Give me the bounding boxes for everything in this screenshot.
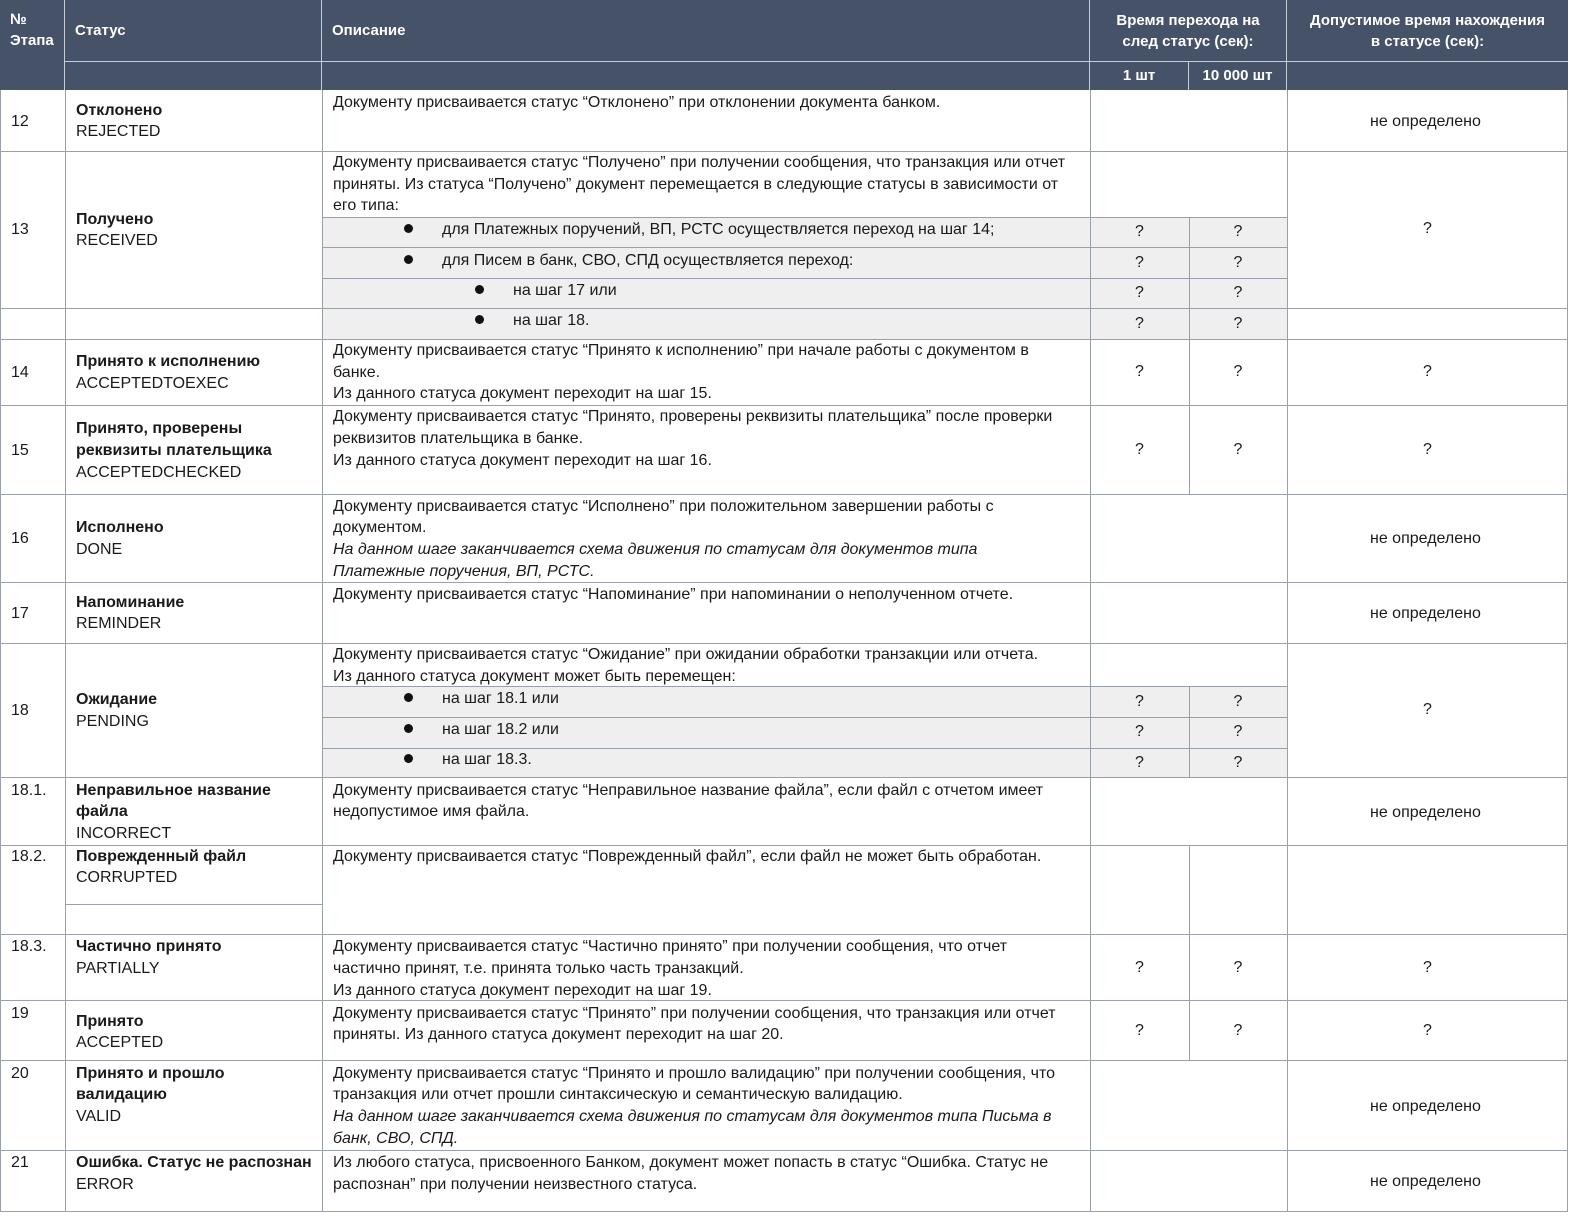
bullet-text: на шаг 18.3. [442,751,532,768]
description-line: транзакция или отчет прошли синтаксическую и семантическую валидацию. [333,1086,903,1103]
description-line: Документу присваивается статус “Принято” при получении сообщения, что транзакция или отчет [333,1005,1056,1022]
bullet-icon [404,255,413,264]
bullet-text: на шаг 18.2 или [442,721,559,738]
description-line: Из данного статуса документ переходит на шаг 16. [333,452,712,469]
stage-number: 14 [11,364,29,381]
status-name: Поврежденный файл [76,848,247,865]
description-note: банк, СВО, СПД. [333,1130,459,1147]
status-code: VALID [76,1108,122,1125]
transition-10000-value: ? [1233,284,1243,301]
header-sub-10000-label: 10 000 шт [1202,67,1273,84]
description-line: Из данного статуса документ может быть перемещен: [333,668,736,685]
description-line: Документу присваивается статус “Частично принято” при получении сообщения, что отчет [333,938,1008,955]
bullet-icon [404,693,413,702]
stage-number: 18.3. [11,938,47,955]
transition-1-value: ? [1135,723,1144,740]
description-line: Документу присваивается статус “Исполнено” при положительном завершении работы с [333,498,994,515]
description-line: Документу присваивается статус “Принято и прошло валидацию” при получении сообщения, что [333,1065,1055,1082]
transition-10000-value: ? [1233,254,1243,271]
transition-1-value: ? [1135,254,1144,271]
description-note: На данном шаге заканчивается схема движения по статусам для документов типа Письма в [333,1108,1052,1125]
allowed-time-value: ? [1423,1022,1432,1039]
allowed-time-value: ? [1423,441,1432,458]
stage-number: 19 [11,1005,29,1022]
status-code: DONE [76,541,123,558]
allowed-time-value: ? [1423,363,1432,380]
description-line: распознан” при получении неизвестного статуса. [333,1176,698,1193]
stage-number: 12 [11,113,29,130]
status-name: Частично принято [76,938,222,955]
allowed-time-value: не определено [1370,113,1481,130]
description-note: Платежные поручения, ВП, РСТС. [333,563,595,580]
description-line: приняты. Из данного статуса документ переходит на шаг 20. [333,1026,784,1043]
transition-1-value: ? [1135,441,1144,458]
transition-10000-value: ? [1233,754,1243,771]
transition-1-value: ? [1135,315,1144,332]
stage-number: 18 [11,702,29,719]
allowed-time-value: не определено [1370,530,1481,547]
description-line: Документу присваивается статус “Принято, проверены реквизиты плательщика” после проверки [333,408,1053,425]
transition-10000-value: ? [1233,315,1243,332]
transition-1-value: ? [1135,959,1144,976]
description-line: банке. [333,364,381,381]
status-code: ACCEPTEDCHECKED [76,464,242,481]
status-code: ERROR [76,1176,134,1193]
status-name: Принято к исполнению [76,353,261,370]
description-line: Документу присваивается статус “Принято к исполнению” при начале работы с документом в [333,342,1029,359]
status-code: RECEIVED [76,232,158,249]
allowed-time-value: не определено [1370,804,1481,821]
description-line: Из данного статуса документ переходит на шаг 19. [333,982,712,999]
header-allowed-time [1287,0,1568,61]
bullet-text: для Платежных поручений, ВП, РСТС осуществляется переход на шаг 14; [442,221,995,238]
bullet-text: на шаг 18. [513,312,590,329]
transition-1-value: ? [1135,223,1144,240]
status-name: Напоминание [76,594,185,611]
bullet-text: на шаг 18.1 или [442,690,559,707]
description-line: Документу присваивается статус “Отклонено” при отклонении документа банком. [333,94,941,111]
transition-1-value: ? [1135,754,1144,771]
bullet-icon [404,754,413,763]
allowed-time-value: не определено [1370,1173,1481,1190]
header-allowed-label: Допустимое время нахождения в статусе (сек): [1310,11,1545,50]
allowed-time-value: ? [1423,220,1432,237]
description-line: документом. [333,519,427,536]
bullet-icon [475,285,484,294]
allowed-time-value: не определено [1370,605,1481,622]
status-code: ACCEPTED [76,1034,164,1051]
stage-number: 18.1. [11,782,47,799]
status-name: валидацию [76,1086,167,1103]
header-sub-10000 [1189,61,1287,90]
description-line: Документу присваивается статус “Поврежденный файл”, если файл не может быть обработан. [333,848,1042,865]
description-line: Из любого статуса, присвоенного Банком, документ может попасть в статус “Ошибка. Статус не [333,1154,1049,1171]
bullet-text: на шаг 17 или [513,282,617,299]
description-line: частично принят, т.е. принята только часть транзакций. [333,960,744,977]
bullet-text: для Писем в банк, СВО, СПД осуществляется переход: [442,252,854,269]
description-line: реквизитов плательщика в банке. [333,430,584,447]
header-transition-label: Время перехода на след статус (сек): [1116,11,1260,50]
transition-1-value: ? [1135,284,1144,301]
stage-number: 21 [11,1154,29,1171]
status-name: Принято [76,1013,144,1030]
bullet-icon [404,224,413,233]
status-code: REMINDER [76,615,162,632]
transition-10000-value: ? [1233,723,1243,740]
transition-1-value: ? [1135,1022,1144,1039]
status-name: реквизиты плательщика [76,442,272,459]
description-line: Документу присваивается статус “Напоминание” при напоминании о неполученном отчете. [333,586,1014,603]
description-line: его типа: [333,197,399,214]
stage-number: 13 [11,221,29,238]
stage-number: 18.2. [11,848,47,865]
transition-10000-value: ? [1233,959,1243,976]
transition-10000-value: ? [1233,441,1243,458]
transition-10000-value: ? [1233,1022,1243,1039]
description-note: На данном шаге заканчивается схема движения по статусам для документов типа [333,541,978,558]
header-sub-1-label: 1 шт [1122,67,1156,84]
status-code: INCORRECT [76,825,172,842]
header-stage-label: № Этапа [10,11,54,49]
status-name: файла [76,803,128,820]
transition-1-value: ? [1135,363,1144,380]
status-name: Получено [76,211,154,228]
header-stage [0,0,65,90]
transition-10000-value: ? [1233,693,1243,710]
header-description-label: Описание [332,22,406,39]
status-code: ACCEPTEDTOEXEC [76,375,229,392]
status-name: Неправильное название [76,782,271,799]
allowed-time-value: ? [1423,701,1432,718]
description-line: Документу присваивается статус “Неправильное название файла”, если файл с отчетом имеет [333,782,1044,799]
status-name: Принято, проверены [76,420,243,437]
stage-number: 20 [11,1065,29,1082]
stage-number: 16 [11,530,29,547]
description-line: Документу присваивается статус “Получено” при получении сообщения, что транзакция или отчет [333,154,1066,171]
transition-1-value: ? [1135,693,1144,710]
transition-10000-value: ? [1233,223,1243,240]
transition-10000-value: ? [1233,363,1243,380]
header-sub-1 [1090,61,1189,90]
bullet-icon [475,315,484,324]
status-code: CORRUPTED [76,869,178,886]
status-name: Принято и прошло [76,1065,225,1082]
description-line: Из данного статуса документ переходит на шаг 15. [333,385,712,402]
header-allowed-blank [1287,61,1568,90]
allowed-time-value: ? [1423,959,1432,976]
status-name: Ошибка. Статус не распознан [76,1154,312,1171]
header-description-blank [322,61,1090,90]
header-status [65,0,322,61]
description-line: Документу присваивается статус “Ожидание” при ожидании обработки транзакции или отчета. [333,646,1039,663]
header-status-label: Статус [75,22,126,39]
status-name: Отклонено [76,102,163,119]
stage-number: 17 [11,605,29,622]
status-code: REJECTED [76,123,161,140]
status-name: Исполнено [76,519,164,536]
status-code: PARTIALLY [76,960,160,977]
stage-number: 15 [11,442,29,459]
status-name: Ожидание [76,691,158,708]
status-code: PENDING [76,713,149,730]
header-description [322,0,1090,61]
allowed-time-value: не определено [1370,1098,1481,1115]
header-transition-time [1090,0,1287,61]
bullet-icon [404,724,413,733]
description-line: приняты. Из статуса “Получено” документ перемещается в следующие статусы в зависимости от [333,176,1059,193]
description-line: недопустимое имя файла. [333,803,530,820]
header-status-blank [65,61,322,90]
